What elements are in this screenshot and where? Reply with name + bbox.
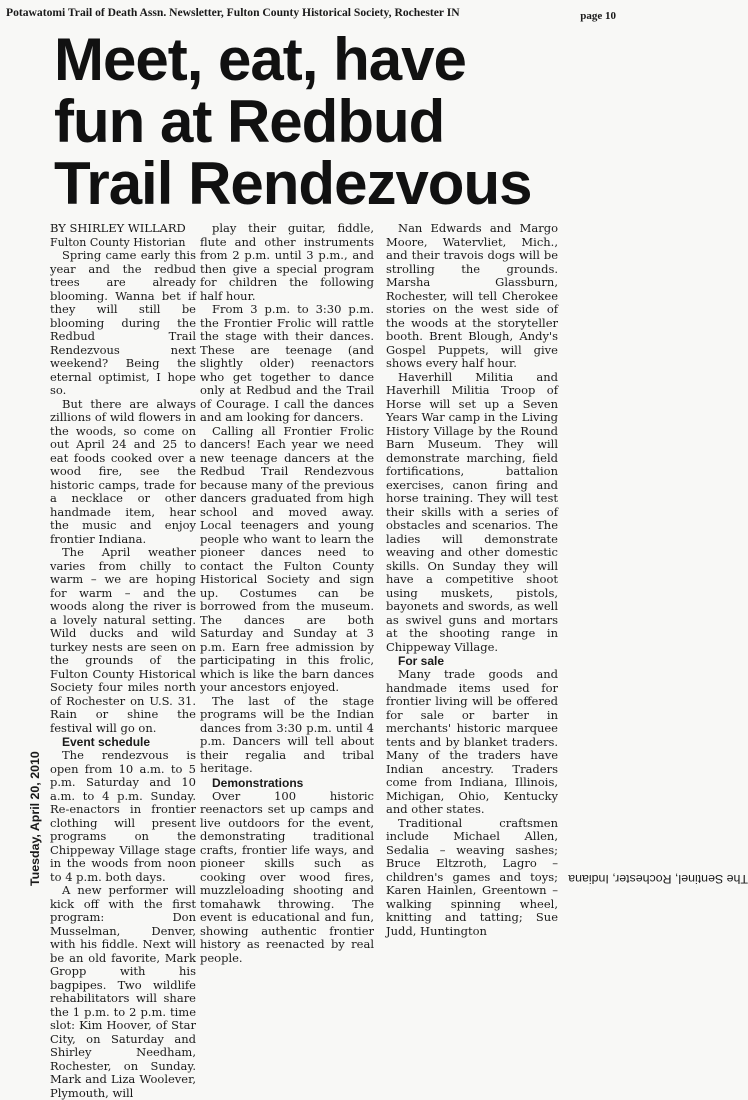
article-column-3 [386, 222, 558, 938]
paragraph: The rendezvous is open from 10 a.m. to 5 p.m. Saturday and 10 a.m. to 4 p.m. Sunday. Re-enactors in frontier clothing will present programs on the Chippeway Village stage in the woods from noon to 4 p.m. both days. [50, 748, 196, 884]
section-heading-for-sale: For sale [398, 654, 445, 668]
publication-date: Tuesday, April 20, 2010 [28, 751, 42, 886]
article-column-1 [50, 222, 196, 1100]
paragraph: Haverhill Militia and Haverhill Militia Troop of Horse will set up a Seven Years War camp in the Living History Village by the Round Barn Museum. They will demonstrate marching, field fortifications, battalion exercises, canon firing and horse training. They will test their skills with a series of obstacles and scenarios. The ladies will demonstrate weaving and other domestic skills. On Sunday they will have a competitive shoot using muskets, pistols, bayonets and swords, as well as swivel guns and mortars at the shooting range in Chippeway Village. [386, 369, 558, 654]
paragraph: Many trade goods and handmade items used for frontier living will be offered for sale or barter in merchants' historic marquee tents and by blanket traders. Many of the traders have Indian ancestry. Traders come from Indiana, Illinois, Michigan, Ohio, Kentucky and other states. [386, 667, 558, 816]
headline-line-3: Trail Rendezvous [54, 150, 532, 217]
byline: BY SHIRLEY WILLARD [50, 221, 186, 235]
publication-source: The Sentinel, Rochester, Indiana [568, 872, 748, 886]
paragraph: From 3 p.m. to 3:30 p.m. the Frontier Frolic will rattle the stage with their dances. These are teenage (and slightly older) reenactors who get together to dance only at Redbud and the Trail of Courage. I call the dances and am looking for dancers. [200, 302, 374, 424]
newsletter-header [6, 6, 616, 24]
article-headline [54, 26, 614, 217]
article-column-2 [200, 222, 374, 965]
paragraph: Over 100 historic reenactors set up camps and live outdoors for the event, demonstrating traditional crafts, frontier life ways, and pioneer skills such as cooking over wood fires, muzzleloading shooting and tomahawk throwing. The event is educational and fun, showing authentic frontier history as reenacted by real people. [200, 788, 374, 965]
paragraph: The last of the stage programs will be the Indian dances from 3:30 p.m. until 4 p.m. Dancers will tell about their regalia and tribal heritage. [200, 693, 374, 775]
paragraph: But there are always zillions of wild flowers in the woods, so come on out April 24 and 25 to eat foods cooked over a wood fire, see the historic camps, trade for a necklace or other handmade item, hear the music and enjoy frontier Indiana. [50, 396, 196, 546]
paragraph: Calling all Frontier Frolic dancers! Each year we need new teenage dancers at the Redbud Trail Rendezvous because many of the previous dancers graduated from high school and moved away. Local teenagers and young people who want to learn the pioneer dances need to contact the Fulton County Historical Society and sign up. Costumes can be borrowed from the museum. The dances are both Saturday and Sunday at 3 p.m. Earn free admission by participating in this frolic, which is like the barn dances your ancestors enjoyed. [200, 423, 374, 694]
paragraph: A new performer will kick off with the first program: Don Musselman, Denver, with his fiddle. Next will be an old favorite, Mark Gropp with his bagpipes. Two wildlife rehabilitators will share the 1 p.m. to 2 p.m. time slot: Kim Hoover, of Star City, on Saturday and Shirley Needham, Rochester, on Sunday. Mark and Liza Woolever, Plymouth, will [50, 883, 196, 1100]
page-number: page 10 [580, 10, 616, 22]
headline-line-2: fun at Redbud [54, 88, 445, 155]
paragraph: Nan Edwards and Margo Moore, Watervliet, Mich., and their travois dogs will be strolling the grounds. Marsha Glassburn, Rochester, will tell Cherokee stories on the west side of the woods at the storyteller booth. Brent Blough, Andy's Gospel Puppets, will give shows every half hour. [386, 221, 558, 370]
newsletter-title: Potawatomi Trail of Death Assn. Newsletter, Fulton County Historical Society, Rochester IN [6, 6, 460, 19]
paragraph: play their guitar, fiddle, flute and other instruments from 2 p.m. until 3 p.m., and then give a special program for children the following half hour. [200, 221, 374, 303]
section-heading-demonstrations: Demonstrations [212, 775, 304, 790]
paragraph: Traditional craftsmen include Michael Allen, Sedalia – weaving sashes; Bruce Eltzroth, Lagro – children's games and toys; Karen Hainlen, Greentown – walking spinning wheel, knitting and tatting; Sue Judd, Huntington [386, 815, 558, 938]
paragraph: The April weather varies from chilly to warm – we are hoping for warm – and the woods along the river is a lovely natural setting. Wild ducks and wild turkey nests are seen on the grounds of the Fulton County Historical Society four miles north of Rochester on U.S. 31. Rain or shine the festival will go on. [50, 545, 196, 735]
section-heading-event-schedule: Event schedule [62, 735, 151, 749]
byline-title: Fulton County Historian [50, 235, 186, 249]
paragraph: Spring came early this year and the redbud trees are already blooming. Wanna bet if they will still be blooming during the Redbud Trail Rendezvous next weekend? Being the eternal optimist, I hope so. [50, 248, 196, 397]
headline-line-1: Meet, eat, have [54, 26, 466, 93]
